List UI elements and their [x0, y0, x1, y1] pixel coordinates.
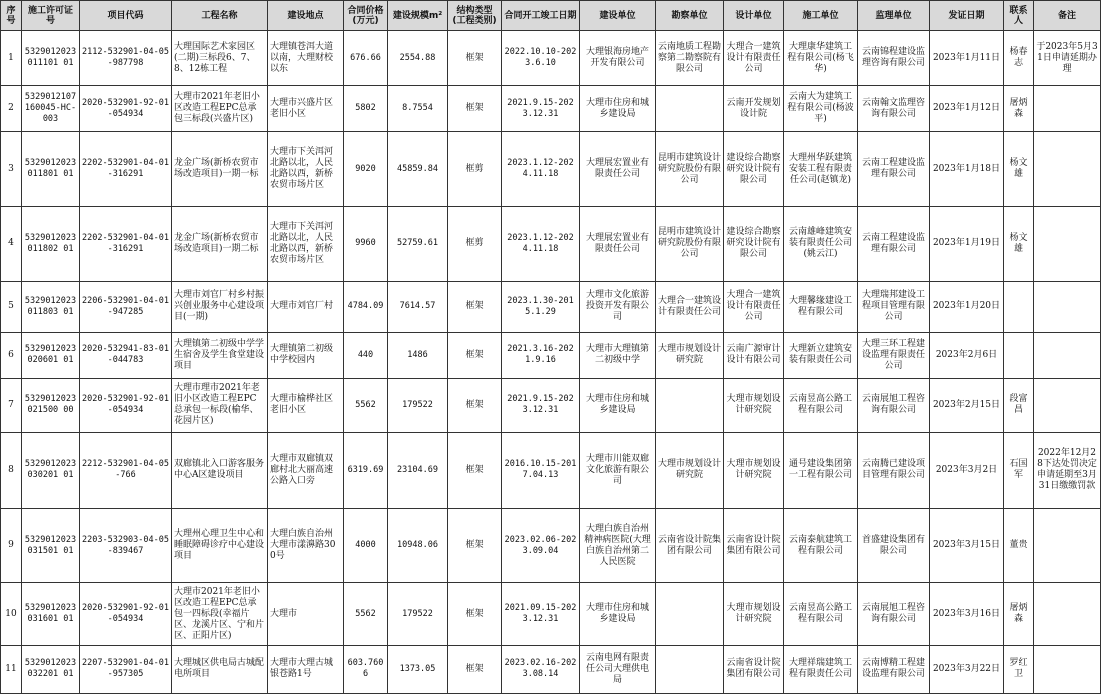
contract-dates-cell: 2021.3.16-2021.9.16	[502, 332, 580, 378]
project-name-cell: 大理市2021年老旧小区改造工程EPC总承包一四标段(幸福片区、龙溪片区、宁和片区、正阳片区)	[172, 583, 268, 645]
contact-cell: 杨春志	[1004, 31, 1034, 86]
col-permit-no-header: 施工许可证号	[22, 1, 80, 31]
issue-date-cell: 2023年3月15日	[930, 508, 1004, 583]
scale-cell: 8.7554	[388, 86, 448, 132]
contact-cell: 董贵	[1004, 508, 1034, 583]
structure-type-cell: 框剪	[448, 132, 502, 207]
structure-type-cell: 框架	[448, 583, 502, 645]
remarks-cell	[1034, 508, 1101, 583]
survey-unit-cell: 大理合一建筑设计有限责任公司	[656, 281, 724, 332]
table-body	[1, 31, 1101, 694]
location-cell: 大理市大理古城银苍路1号	[268, 645, 344, 693]
row-index-cell: 5	[1, 281, 22, 332]
project-code-cell: 2020-532941-83-01-044783	[80, 332, 172, 378]
contract-price-cell: 9020	[344, 132, 388, 207]
col-design-header: 设计单位	[724, 1, 784, 31]
location-cell: 大理白族自治州大理市漾濞路300号	[268, 508, 344, 583]
row-index-cell: 4	[1, 206, 22, 281]
structure-type-cell: 框架	[448, 645, 502, 693]
supervision-unit-cell: 首盛建设集团有限公司	[858, 508, 930, 583]
project-name-cell: 大理市刘官厂村乡村振兴创业服务中心建设项目(一期)	[172, 281, 268, 332]
design-unit-cell: 云南广源审计设计有限公司	[724, 332, 784, 378]
col-scale-header: 建设规模m²	[388, 1, 448, 31]
contact-cell: 杨文雄	[1004, 206, 1034, 281]
issue-date-cell: 2023年3月16日	[930, 583, 1004, 645]
scale-cell: 1486	[388, 332, 448, 378]
supervision-unit-cell: 云南工程建设监理有限公司	[858, 206, 930, 281]
col-remarks-header: 备注	[1034, 1, 1101, 31]
table-row	[1, 645, 1101, 693]
contract-dates-cell: 2023.02.16-2023.08.14	[502, 645, 580, 693]
builder-cell: 大理市大理镇第二初级中学	[580, 332, 656, 378]
structure-type-cell: 框架	[448, 31, 502, 86]
location-cell: 大理市下关洱河北路以北，人民北路以西，新桥农贸市场片区	[268, 132, 344, 207]
location-cell: 大理市兴盛片区老旧小区	[268, 86, 344, 132]
table-row	[1, 132, 1101, 207]
design-unit-cell: 大理合一建筑设计有限责任公司	[724, 31, 784, 86]
col-supervision-header: 监理单位	[858, 1, 930, 31]
contact-cell: 屠炳森	[1004, 86, 1034, 132]
design-unit-cell: 大理合一建筑设计有限责任公司	[724, 281, 784, 332]
contract-dates-cell: 2023.1.12-2024.11.18	[502, 132, 580, 207]
remarks-cell	[1034, 86, 1101, 132]
contract-dates-cell: 2022.10.10-2023.6.10	[502, 31, 580, 86]
builder-cell: 大理展宏置业有限责任公司	[580, 206, 656, 281]
table-row	[1, 583, 1101, 645]
col-project-code-header: 项目代码	[80, 1, 172, 31]
builder-cell: 大理市文化旅游投资开发有限公司	[580, 281, 656, 332]
design-unit-cell: 云南省设计院集团有限公司	[724, 508, 784, 583]
remarks-cell	[1034, 132, 1101, 207]
col-dates-header: 合同开工竣工日期	[502, 1, 580, 31]
project-code-cell: 2202-532901-04-01-316291	[80, 132, 172, 207]
table-row	[1, 508, 1101, 583]
survey-unit-cell: 昆明市建筑设计研究院股份有限公司	[656, 206, 724, 281]
scale-cell: 23104.69	[388, 433, 448, 509]
issue-date-cell: 2023年2月15日	[930, 378, 1004, 432]
location-cell: 大理市下关洱河北路以北，人民北路以西，新桥农贸市场片区	[268, 206, 344, 281]
project-name-cell: 双廊镇北入口游客服务中心A区建设项目	[172, 433, 268, 509]
location-cell: 大理市榆桦社区老旧小区	[268, 378, 344, 432]
col-contract-price-header: 合同价格(万元)	[344, 1, 388, 31]
issue-date-cell: 2023年1月11日	[930, 31, 1004, 86]
construction-unit-cell: 云南昱高公路工程有限公司	[784, 378, 858, 432]
contract-price-cell: 603.7606	[344, 645, 388, 693]
builder-cell: 云南电网有限责任公司大理供电局	[580, 645, 656, 693]
location-cell: 大理市刘官厂村	[268, 281, 344, 332]
row-index-cell: 1	[1, 31, 22, 86]
scale-cell: 10948.06	[388, 508, 448, 583]
survey-unit-cell: 云南省设计院集团有限公司	[656, 508, 724, 583]
project-name-cell: 大理市2021年老旧小区改造工程EPC总承包三标段(兴盛片区)	[172, 86, 268, 132]
construction-unit-cell: 大理州华跃建筑安装工程有限责任公司(赵镇龙)	[784, 132, 858, 207]
scale-cell: 52759.61	[388, 206, 448, 281]
project-code-cell: 2020-532901-92-01-054934	[80, 86, 172, 132]
builder-cell: 大理银海房地产开发有限公司	[580, 31, 656, 86]
survey-unit-cell: 大理市规划设计研究院	[656, 433, 724, 509]
remarks-cell	[1034, 583, 1101, 645]
contract-price-cell: 5802	[344, 86, 388, 132]
row-index-cell: 6	[1, 332, 22, 378]
remarks-cell	[1034, 332, 1101, 378]
contact-cell: 屠炳森	[1004, 583, 1034, 645]
construction-unit-cell: 云南昱高公路工程有限公司	[784, 583, 858, 645]
col-contact-header: 联系人	[1004, 1, 1034, 31]
scale-cell: 45859.84	[388, 132, 448, 207]
supervision-unit-cell: 大理瑞邦建设工程项目管理有限公司	[858, 281, 930, 332]
contract-price-cell: 4000	[344, 508, 388, 583]
col-structure-header: 结构类型(工程类别)	[448, 1, 502, 31]
contact-cell	[1004, 281, 1034, 332]
supervision-unit-cell: 云南腾已建设项目管理有限公司	[858, 433, 930, 509]
builder-cell: 大理市住房和城乡建设局	[580, 378, 656, 432]
contact-cell: 罗红卫	[1004, 645, 1034, 693]
contact-cell: 杨文雄	[1004, 132, 1034, 207]
project-name-cell: 龙金广场(新桥农贸市场改造项目)一期二标	[172, 206, 268, 281]
issue-date-cell: 2023年3月2日	[930, 433, 1004, 509]
col-survey-header: 勘察单位	[656, 1, 724, 31]
col-construction-header: 施工单位	[784, 1, 858, 31]
construction-unit-cell: 云南雄峰建筑安装有限责任公司(姚云江)	[784, 206, 858, 281]
permit-no-cell: 5329012023020601 01	[22, 332, 80, 378]
location-cell: 大理镇第二初级中学校园内	[268, 332, 344, 378]
contract-price-cell: 5562	[344, 378, 388, 432]
row-index-cell: 11	[1, 645, 22, 693]
col-issue-date-header: 发证日期	[930, 1, 1004, 31]
project-name-cell: 大理市理市2021年老旧小区改造工程EPC总承包一标段(榆华、花园片区)	[172, 378, 268, 432]
design-unit-cell: 大理市规划设计研究院	[724, 583, 784, 645]
contact-cell	[1004, 332, 1034, 378]
survey-unit-cell: 大理市规划设计研究院	[656, 332, 724, 378]
issue-date-cell: 2023年1月20日	[930, 281, 1004, 332]
construction-unit-cell: 大理康华建筑工程有限公司(杨飞华)	[784, 31, 858, 86]
contract-dates-cell: 2023.1.30-2015.1.29	[502, 281, 580, 332]
contract-price-cell: 9960	[344, 206, 388, 281]
structure-type-cell: 框架	[448, 281, 502, 332]
structure-type-cell: 框架	[448, 378, 502, 432]
builder-cell: 大理白族自治州精神病医院(大理白族自治州第二人民医院	[580, 508, 656, 583]
col-project-name-header: 工程名称	[172, 1, 268, 31]
contract-dates-cell: 2023.1.12-2024.11.18	[502, 206, 580, 281]
contract-price-cell: 676.66	[344, 31, 388, 86]
row-index-cell: 10	[1, 583, 22, 645]
table-header-row	[1, 1, 1101, 31]
survey-unit-cell: 昆明市建筑设计研究院股份有限公司	[656, 132, 724, 207]
project-code-cell: 2203-532903-04-05-839467	[80, 508, 172, 583]
permit-no-cell: 5329012023021500 00	[22, 378, 80, 432]
construction-unit-cell: 大理馨缘建设工程有限公司	[784, 281, 858, 332]
permit-no-cell: 5329012023032201 01	[22, 645, 80, 693]
builder-cell: 大理市住房和城乡建设局	[580, 86, 656, 132]
col-location-header: 建设地点	[268, 1, 344, 31]
design-unit-cell: 大理市规划设计研究院	[724, 378, 784, 432]
col-index-header: 序号	[1, 1, 22, 31]
project-code-cell: 2207-532901-04-01-957305	[80, 645, 172, 693]
design-unit-cell: 大理市规划设计研究院	[724, 433, 784, 509]
contract-price-cell: 440	[344, 332, 388, 378]
design-unit-cell: 建设综合勘察研究设计院有限公司	[724, 132, 784, 207]
project-name-cell: 龙金广场(新桥农贸市场改造项目)一期一标	[172, 132, 268, 207]
remarks-cell	[1034, 281, 1101, 332]
survey-unit-cell	[656, 583, 724, 645]
scale-cell: 1373.05	[388, 645, 448, 693]
contract-price-cell: 4784.09	[344, 281, 388, 332]
issue-date-cell: 2023年1月18日	[930, 132, 1004, 207]
scale-cell: 179522	[388, 583, 448, 645]
row-index-cell: 3	[1, 132, 22, 207]
remarks-cell	[1034, 378, 1101, 432]
table-row	[1, 31, 1101, 86]
issue-date-cell: 2023年1月19日	[930, 206, 1004, 281]
row-index-cell: 7	[1, 378, 22, 432]
issue-date-cell: 2023年3月22日	[930, 645, 1004, 693]
table-row	[1, 281, 1101, 332]
supervision-unit-cell: 云南工程建设监理有限公司	[858, 132, 930, 207]
remarks-cell	[1034, 645, 1101, 693]
issue-date-cell: 2023年1月12日	[930, 86, 1004, 132]
survey-unit-cell	[656, 645, 724, 693]
project-name-cell: 大理州心理卫生中心和睡眠障碍诊疗中心建设项目	[172, 508, 268, 583]
permit-no-cell: 5329012107160045-HC-003	[22, 86, 80, 132]
design-unit-cell: 云南省设计院集团有限公司	[724, 645, 784, 693]
survey-unit-cell	[656, 378, 724, 432]
builder-cell: 大理市住房和城乡建设局	[580, 583, 656, 645]
project-name-cell: 大理国际艺术家园区(二期)三标段6、7、8、12栋工程	[172, 31, 268, 86]
contract-dates-cell: 2023.02.06-2023.09.04	[502, 508, 580, 583]
permit-no-cell: 5329012023031501 01	[22, 508, 80, 583]
table-row	[1, 433, 1101, 509]
project-name-cell: 大理镇第二初级中学学生宿舍及学生食堂建设项目	[172, 332, 268, 378]
scale-cell: 2554.88	[388, 31, 448, 86]
contact-cell: 石国军	[1004, 433, 1034, 509]
table-row	[1, 206, 1101, 281]
contract-price-cell: 5562	[344, 583, 388, 645]
supervision-unit-cell: 大理三环工程建设监理有限责任公司	[858, 332, 930, 378]
remarks-cell: 于2023年5月31日申请延期办理	[1034, 31, 1101, 86]
remarks-cell: 2022年12月28下达处罚决定申请延期至3月31日缴缴罚款	[1034, 433, 1101, 509]
design-unit-cell: 建设综合勘察研究设计院有限公司	[724, 206, 784, 281]
permit-no-cell: 5329012023011802 01	[22, 206, 80, 281]
construction-unit-cell: 通号建设集团第一工程有限公司	[784, 433, 858, 509]
table-row	[1, 378, 1101, 432]
structure-type-cell: 框剪	[448, 206, 502, 281]
project-code-cell: 2202-532901-04-01-316291	[80, 206, 172, 281]
construction-unit-cell: 云南泰航建筑工程有限公司	[784, 508, 858, 583]
table-row	[1, 86, 1101, 132]
scale-cell: 179522	[388, 378, 448, 432]
permit-no-cell: 5329012023011801 01	[22, 132, 80, 207]
project-code-cell: 2212-532901-04-05-766	[80, 433, 172, 509]
project-name-cell: 大理城区供电局古城配电所项目	[172, 645, 268, 693]
supervision-unit-cell: 云南翰文监理咨询有限公司	[858, 86, 930, 132]
location-cell: 大理镇苍洱大道以南，大理财校以东	[268, 31, 344, 86]
supervision-unit-cell: 云南锦程建设监理咨询有限公司	[858, 31, 930, 86]
row-index-cell: 2	[1, 86, 22, 132]
structure-type-cell: 框架	[448, 332, 502, 378]
issue-date-cell: 2023年2月6日	[930, 332, 1004, 378]
project-code-cell: 2112-532901-04-05-987798	[80, 31, 172, 86]
survey-unit-cell	[656, 86, 724, 132]
supervision-unit-cell: 云南博精工程建设监理有限公司	[858, 645, 930, 693]
permit-no-cell: 5329012023011803 01	[22, 281, 80, 332]
contract-dates-cell: 2021.9.15-2023.12.31	[502, 378, 580, 432]
contract-price-cell: 6319.69	[344, 433, 388, 509]
permit-no-cell: 5329012023031601 01	[22, 583, 80, 645]
structure-type-cell: 框架	[448, 433, 502, 509]
contract-dates-cell: 2016.10.15-2017.04.13	[502, 433, 580, 509]
remarks-cell	[1034, 206, 1101, 281]
builder-cell: 大理市川能双廊文化旅游有限公司	[580, 433, 656, 509]
contact-cell: 段富昌	[1004, 378, 1034, 432]
contract-dates-cell: 2021.9.15-2023.12.31	[502, 86, 580, 132]
supervision-unit-cell: 云南展旭工程咨询有限公司	[858, 583, 930, 645]
project-code-cell: 2020-532901-92-01-054934	[80, 583, 172, 645]
project-code-cell: 2206-532901-04-01-947285	[80, 281, 172, 332]
construction-unit-cell: 云南大为建筑工程有限公司(杨波平)	[784, 86, 858, 132]
scale-cell: 7614.57	[388, 281, 448, 332]
survey-unit-cell: 云南地质工程勘察第二勘察院有限公司	[656, 31, 724, 86]
contract-dates-cell: 2021.09.15-2023.12.31	[502, 583, 580, 645]
design-unit-cell: 云南开发规划设计院	[724, 86, 784, 132]
location-cell: 大理市	[268, 583, 344, 645]
col-builder-header: 建设单位	[580, 1, 656, 31]
permit-no-cell: 5329012023011101 01	[22, 31, 80, 86]
permit-no-cell: 5329012023030201 01	[22, 433, 80, 509]
structure-type-cell: 框架	[448, 508, 502, 583]
construction-unit-cell: 大理祥瑞建筑工程有限责任公司	[784, 645, 858, 693]
structure-type-cell: 框架	[448, 86, 502, 132]
row-index-cell: 8	[1, 433, 22, 509]
construction-unit-cell: 大理新立建筑安装有限责任公司	[784, 332, 858, 378]
supervision-unit-cell: 云南展旭工程咨询有限公司	[858, 378, 930, 432]
builder-cell: 大理展宏置业有限责任公司	[580, 132, 656, 207]
location-cell: 大理市双廊镇双廊村北大丽高速公路入口旁	[268, 433, 344, 509]
row-index-cell: 9	[1, 508, 22, 583]
project-code-cell: 2020-532901-92-01-054934	[80, 378, 172, 432]
table-row	[1, 332, 1101, 378]
